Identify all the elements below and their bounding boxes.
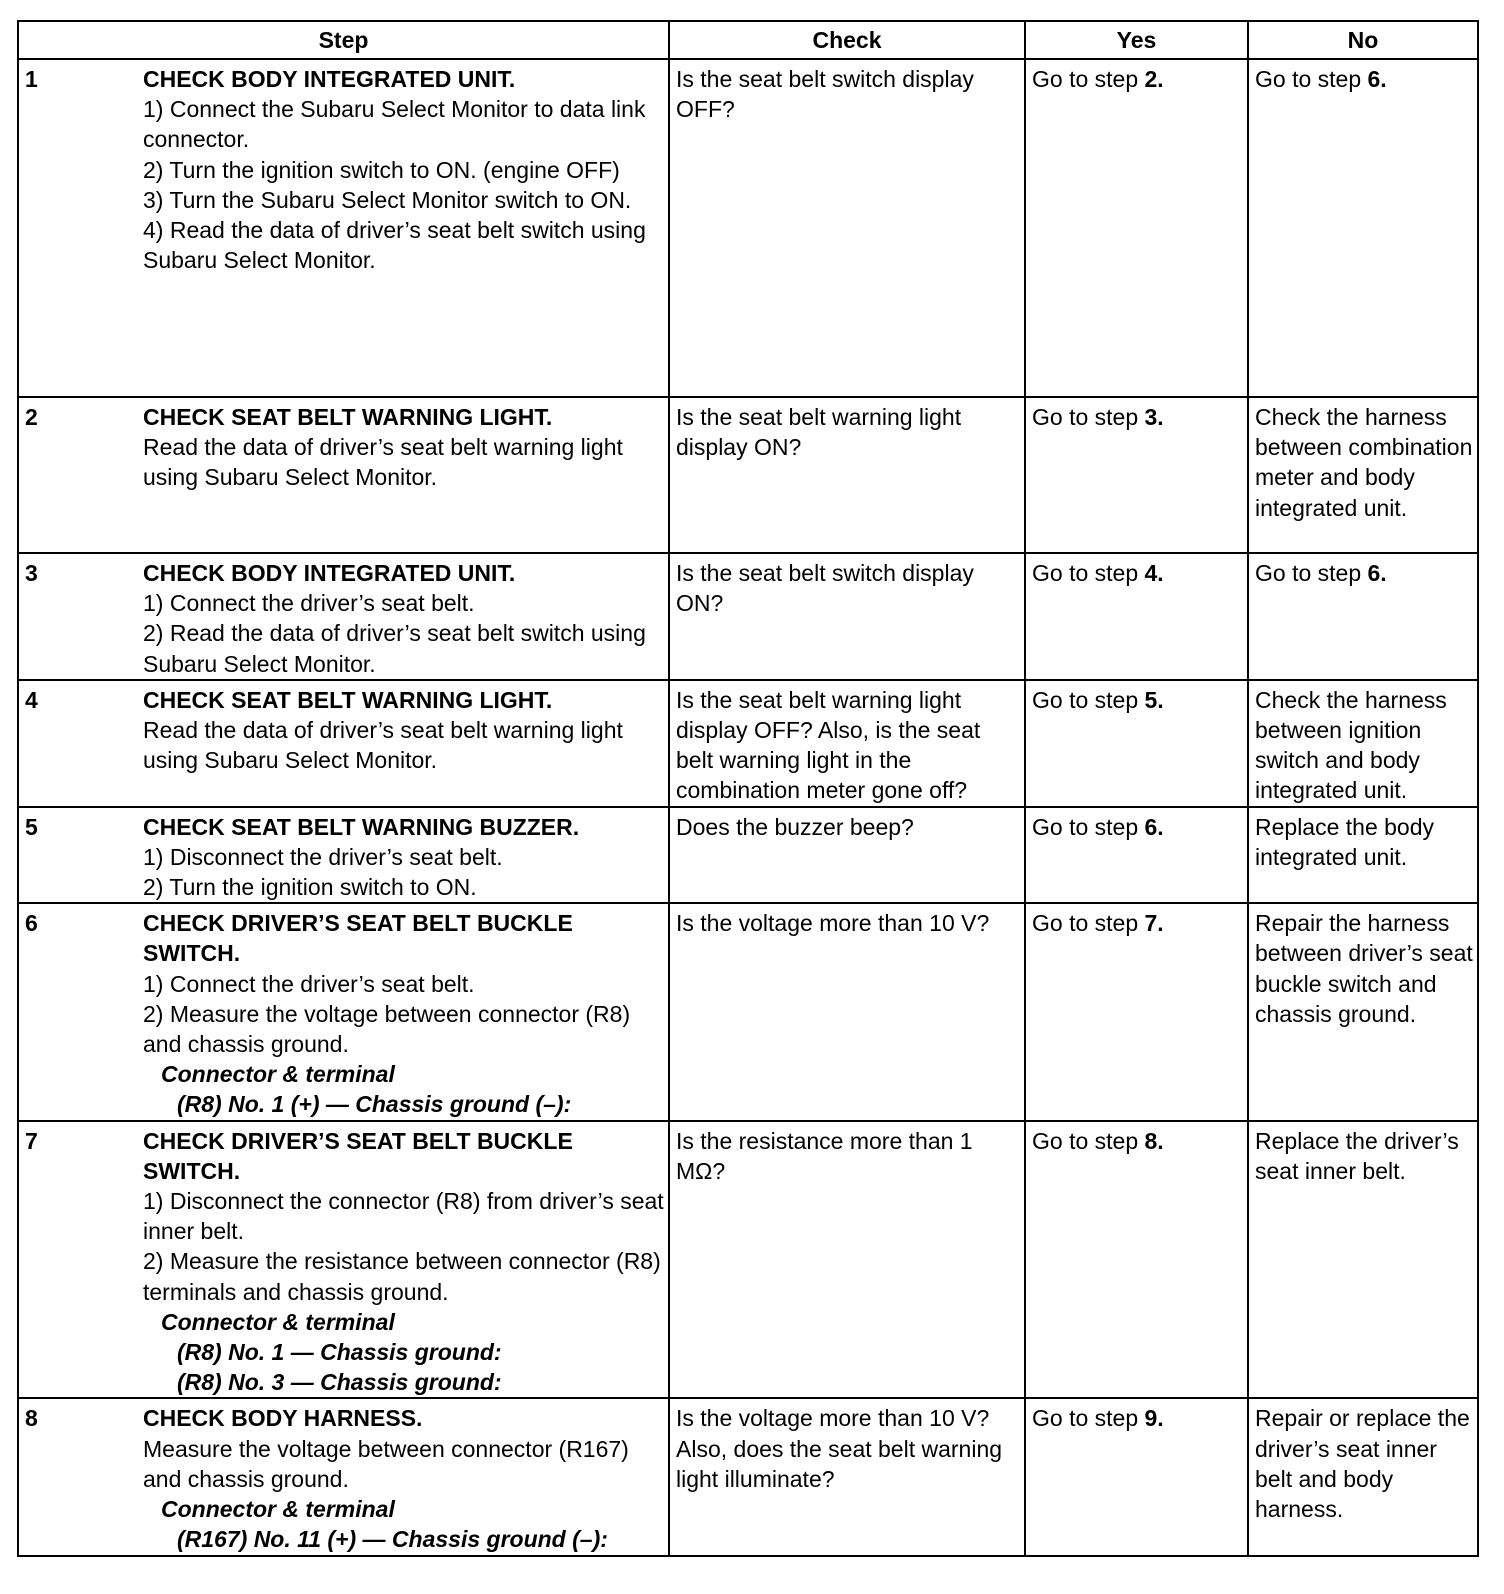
- step-title: CHECK SEAT BELT WARNING LIGHT.: [143, 404, 553, 430]
- table-row: [18, 807, 1478, 904]
- table-row: [18, 553, 1478, 680]
- yes-text: [1026, 808, 1247, 842]
- check-cell: [669, 59, 1025, 397]
- table-header-row: [18, 21, 1478, 59]
- header-yes: Yes: [1025, 21, 1248, 59]
- yes-prefix: Go to step: [1032, 686, 1145, 713]
- yes-cell: [1025, 59, 1248, 397]
- yes-cell: [1025, 397, 1248, 553]
- step-instruction: Measure the voltage between connector (R167) and chassis ground.: [143, 1435, 629, 1492]
- step-instruction: 2) Measure the voltage between connector (R8) and chassis ground.: [143, 1000, 631, 1058]
- header-step: Step: [18, 21, 669, 59]
- check-cell: [669, 397, 1025, 553]
- yes-text: [1026, 398, 1247, 432]
- step-number: 1: [25, 66, 38, 92]
- yes-text: [1026, 1399, 1247, 1433]
- no-text: Replace the body integrated unit.: [1255, 813, 1435, 870]
- check-cell: [669, 1398, 1025, 1555]
- check-text: Is the resistance more than 1 MΩ?: [676, 1127, 973, 1184]
- no-text: [1249, 60, 1477, 94]
- no-text: Check the harness between ignition switch and body integrated unit.: [1255, 686, 1447, 804]
- step-instruction: 2) Read the data of driver’s seat belt switch using Subaru Select Monitor.: [143, 620, 646, 677]
- yes-step-link[interactable]: 8.: [1144, 1127, 1164, 1154]
- yes-cell: [1025, 903, 1248, 1120]
- yes-prefix: Go to step: [1032, 1127, 1145, 1154]
- check-cell: [669, 903, 1025, 1120]
- step-cell: [18, 903, 669, 1120]
- table-row: [18, 903, 1478, 1120]
- yes-cell: [1025, 807, 1248, 904]
- yes-text: [1026, 681, 1247, 715]
- step-cell: [18, 1398, 669, 1555]
- no-text: Repair the harness between driver’s seat buckle switch and chassis ground.: [1255, 910, 1473, 1027]
- no-step-link[interactable]: 6.: [1367, 560, 1387, 586]
- header-no: No: [1248, 21, 1478, 59]
- step-instruction: 1) Connect the driver’s seat belt.: [143, 590, 475, 617]
- step-instruction: Read the data of driver’s seat belt warning light using Subaru Select Monitor.: [143, 434, 623, 491]
- yes-cell: [1025, 1398, 1248, 1555]
- step-cell: [18, 807, 669, 904]
- check-cell: [669, 680, 1025, 807]
- step-title: CHECK SEAT BELT WARNING BUZZER.: [143, 813, 580, 840]
- step-instruction: 4) Read the data of driver’s seat belt switch using Subaru Select Monitor.: [143, 217, 646, 274]
- yes-step-link[interactable]: 5.: [1144, 686, 1164, 713]
- no-prefix: Go to step: [1255, 560, 1368, 586]
- yes-step-link[interactable]: 4.: [1144, 560, 1164, 586]
- connector-terminal-spec: (R8) No. 1 (+) — Chassis ground (–):: [177, 1091, 572, 1118]
- yes-text: [1026, 554, 1247, 588]
- yes-cell: [1025, 680, 1248, 807]
- table-row: [18, 59, 1478, 397]
- check-text: Is the voltage more than 10 V?: [676, 910, 990, 937]
- step-number: 5: [25, 813, 38, 840]
- no-text: Repair or replace the driver’s seat inner belt and body harness.: [1255, 1405, 1470, 1523]
- step-instruction: 2) Turn the ignition switch to ON. (engine OFF): [143, 156, 620, 183]
- step-title: CHECK DRIVER’S SEAT BELT BUCKLE SWITCH.: [143, 910, 573, 967]
- check-text: Is the seat belt warning light display OFF? Also, is the seat belt warning light in the combination meter gone off?: [676, 686, 981, 804]
- yes-step-link[interactable]: 2.: [1144, 66, 1164, 92]
- check-text: Is the seat belt warning light display ON?: [676, 404, 962, 461]
- table-row: [18, 1398, 1478, 1555]
- step-instruction: 2) Measure the resistance between connector (R8) terminals and chassis ground.: [143, 1248, 661, 1305]
- step-instruction: 1) Disconnect the driver’s seat belt.: [143, 843, 503, 870]
- step-title: CHECK BODY INTEGRATED UNIT.: [143, 66, 516, 92]
- check-text: Is the voltage more than 10 V? Also, does the seat belt warning light illuminate?: [676, 1405, 1003, 1492]
- table-row: [18, 680, 1478, 807]
- step-number: 3: [25, 560, 38, 586]
- step-instruction: 2) Turn the ignition switch to ON.: [143, 874, 477, 901]
- step-instruction: 3) Turn the Subaru Select Monitor switch to ON.: [143, 186, 632, 213]
- yes-cell: [1025, 553, 1248, 680]
- step-number: 6: [25, 910, 38, 937]
- yes-step-link[interactable]: 6.: [1144, 813, 1164, 840]
- yes-step-link[interactable]: 7.: [1144, 910, 1164, 937]
- no-cell: [1248, 807, 1478, 904]
- yes-text: [1026, 1122, 1247, 1156]
- connector-terminal-label: Connector & terminal: [161, 1308, 395, 1335]
- no-prefix: Go to step: [1255, 66, 1368, 92]
- check-cell: [669, 807, 1025, 904]
- no-cell: [1248, 903, 1478, 1120]
- step-number: 2: [25, 404, 38, 430]
- step-title: CHECK SEAT BELT WARNING LIGHT.: [143, 686, 553, 713]
- table-row: [18, 397, 1478, 553]
- yes-prefix: Go to step: [1032, 813, 1145, 840]
- no-cell: [1248, 397, 1478, 553]
- step-instruction: Read the data of driver’s seat belt warning light using Subaru Select Monitor.: [143, 717, 623, 774]
- step-cell: [18, 1121, 669, 1399]
- step-cell: [18, 680, 669, 807]
- no-cell: [1248, 680, 1478, 807]
- connector-terminal-label: Connector & terminal: [161, 1061, 395, 1088]
- check-cell: [669, 553, 1025, 680]
- yes-step-link[interactable]: 9.: [1144, 1405, 1164, 1432]
- no-text: Replace the driver’s seat inner belt.: [1255, 1127, 1459, 1184]
- connector-terminal-spec: (R8) No. 3 — Chassis ground:: [177, 1369, 502, 1396]
- step-number: 4: [25, 686, 38, 713]
- step-cell: [18, 397, 669, 553]
- step-instruction: 1) Connect the Subaru Select Monitor to data link connector.: [143, 96, 646, 153]
- yes-text: [1026, 60, 1247, 94]
- connector-terminal-spec: (R167) No. 11 (+) — Chassis ground (–):: [177, 1526, 608, 1553]
- step-instruction: 1) Disconnect the connector (R8) from driver’s seat inner belt.: [143, 1188, 664, 1245]
- check-cell: [669, 1121, 1025, 1399]
- yes-cell: [1025, 1121, 1248, 1399]
- no-step-link[interactable]: 6.: [1367, 66, 1387, 92]
- no-cell: [1248, 553, 1478, 680]
- yes-text: [1026, 904, 1247, 938]
- step-number: 8: [25, 1405, 38, 1432]
- check-text: Is the seat belt switch display ON?: [676, 560, 974, 617]
- check-text: Does the buzzer beep?: [676, 813, 914, 840]
- no-cell: [1248, 1398, 1478, 1555]
- no-cell: [1248, 59, 1478, 397]
- header-check: Check: [669, 21, 1025, 59]
- yes-prefix: Go to step: [1032, 560, 1145, 586]
- table-row: [18, 1121, 1478, 1399]
- step-title: CHECK DRIVER’S SEAT BELT BUCKLE SWITCH.: [143, 1127, 573, 1184]
- yes-prefix: Go to step: [1032, 910, 1145, 937]
- check-text: Is the seat belt switch display OFF?: [676, 66, 974, 123]
- step-title: CHECK BODY HARNESS.: [143, 1405, 423, 1432]
- yes-prefix: Go to step: [1032, 404, 1145, 430]
- step-cell: [18, 553, 669, 680]
- connector-terminal-spec: (R8) No. 1 — Chassis ground:: [177, 1339, 502, 1366]
- yes-step-link[interactable]: 3.: [1144, 404, 1164, 430]
- no-text: [1249, 554, 1477, 588]
- connector-terminal-label: Connector & terminal: [161, 1496, 395, 1523]
- yes-prefix: Go to step: [1032, 66, 1145, 92]
- step-instruction: 1) Connect the driver’s seat belt.: [143, 970, 475, 997]
- no-cell: [1248, 1121, 1478, 1399]
- diagnostic-procedure-table: [17, 20, 1479, 1557]
- step-number: 7: [25, 1127, 38, 1154]
- no-text: Check the harness between combination meter and body integrated unit.: [1255, 404, 1473, 521]
- step-title: CHECK BODY INTEGRATED UNIT.: [143, 560, 516, 586]
- step-cell: [18, 59, 669, 397]
- yes-prefix: Go to step: [1032, 1405, 1145, 1432]
